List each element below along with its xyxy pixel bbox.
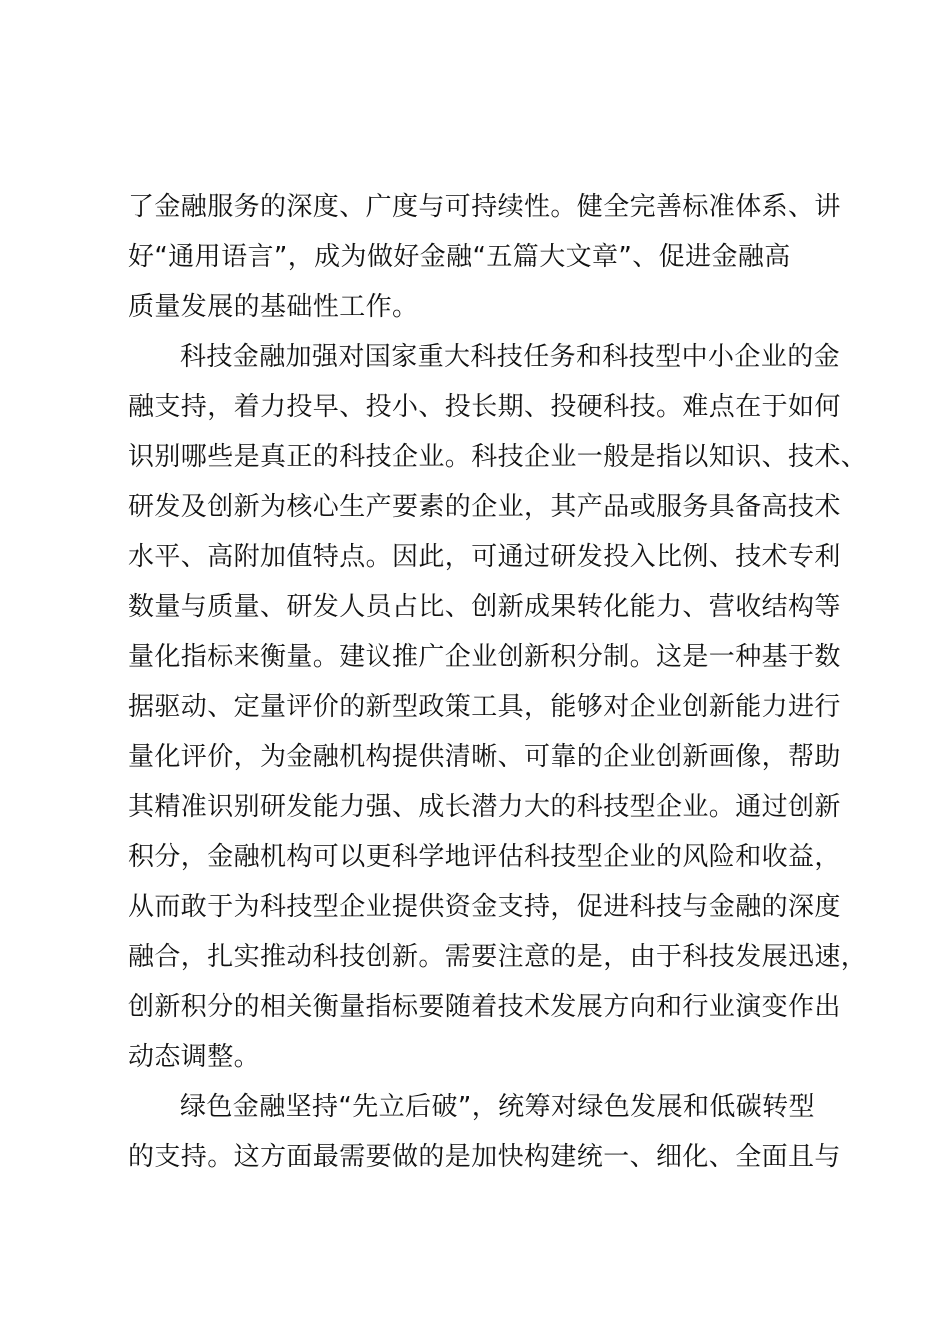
text-line: 从而敢于为科技型企业提供资金支持，促进科技与金融的深度 [128, 892, 841, 922]
text-line: 科技金融加强对国家重大科技任务和科技型中小企业的金 [180, 342, 841, 372]
text-line: 其精准识别研发能力强、成长潜力大的科技型企业。通过创新 [128, 792, 841, 822]
text-line: 创新积分的相关衡量指标要随着技术发展方向和行业演变作出 [128, 992, 841, 1022]
paragraph-3 [128, 1082, 848, 1182]
paragraph-2 [128, 332, 868, 1082]
paragraph-1 [128, 182, 848, 332]
text-line: 融合，扎实推动科技创新。需要注意的是，由于科技发展迅速， [128, 942, 868, 972]
text-line: 水平、高附加值特点。因此，可通过研发投入比例、技术专利 [128, 542, 841, 572]
text-line: 质量发展的基础性工作。 [128, 292, 419, 322]
text-line: 绿色金融坚持“先立后破”，统筹对绿色发展和低碳转型 [180, 1092, 815, 1122]
text-line: 数量与质量、研发人员占比、创新成果转化能力、营收结构等 [128, 592, 841, 622]
text-line: 识别哪些是真正的科技企业。科技企业一般是指以知识、技术、 [128, 442, 868, 472]
text-line: 据驱动、定量评价的新型政策工具，能够对企业创新能力进行 [128, 692, 841, 722]
text-line: 融支持，着力投早、投小、投长期、投硬科技。难点在于如何 [128, 392, 841, 422]
text-line: 的支持。这方面最需要做的是加快构建统一、细化、全面且与 [128, 1142, 841, 1172]
text-line: 量化评价，为金融机构提供清晰、可靠的企业创新画像，帮助 [128, 742, 841, 772]
document-body [128, 182, 868, 1182]
text-line: 量化指标来衡量。建议推广企业创新积分制。这是一种基于数 [128, 642, 841, 672]
text-line: 好“通用语言”，成为做好金融“五篇大文章”、促进金融高 [128, 242, 791, 272]
text-line: 动态调整。 [128, 1042, 261, 1072]
text-line: 积分，金融机构可以更科学地评估科技型企业的风险和收益， [128, 842, 841, 872]
text-line: 研发及创新为核心生产要素的企业，其产品或服务具备高技术 [128, 492, 841, 522]
text-line: 了金融服务的深度、广度与可持续性。健全完善标准体系、讲 [128, 192, 841, 222]
